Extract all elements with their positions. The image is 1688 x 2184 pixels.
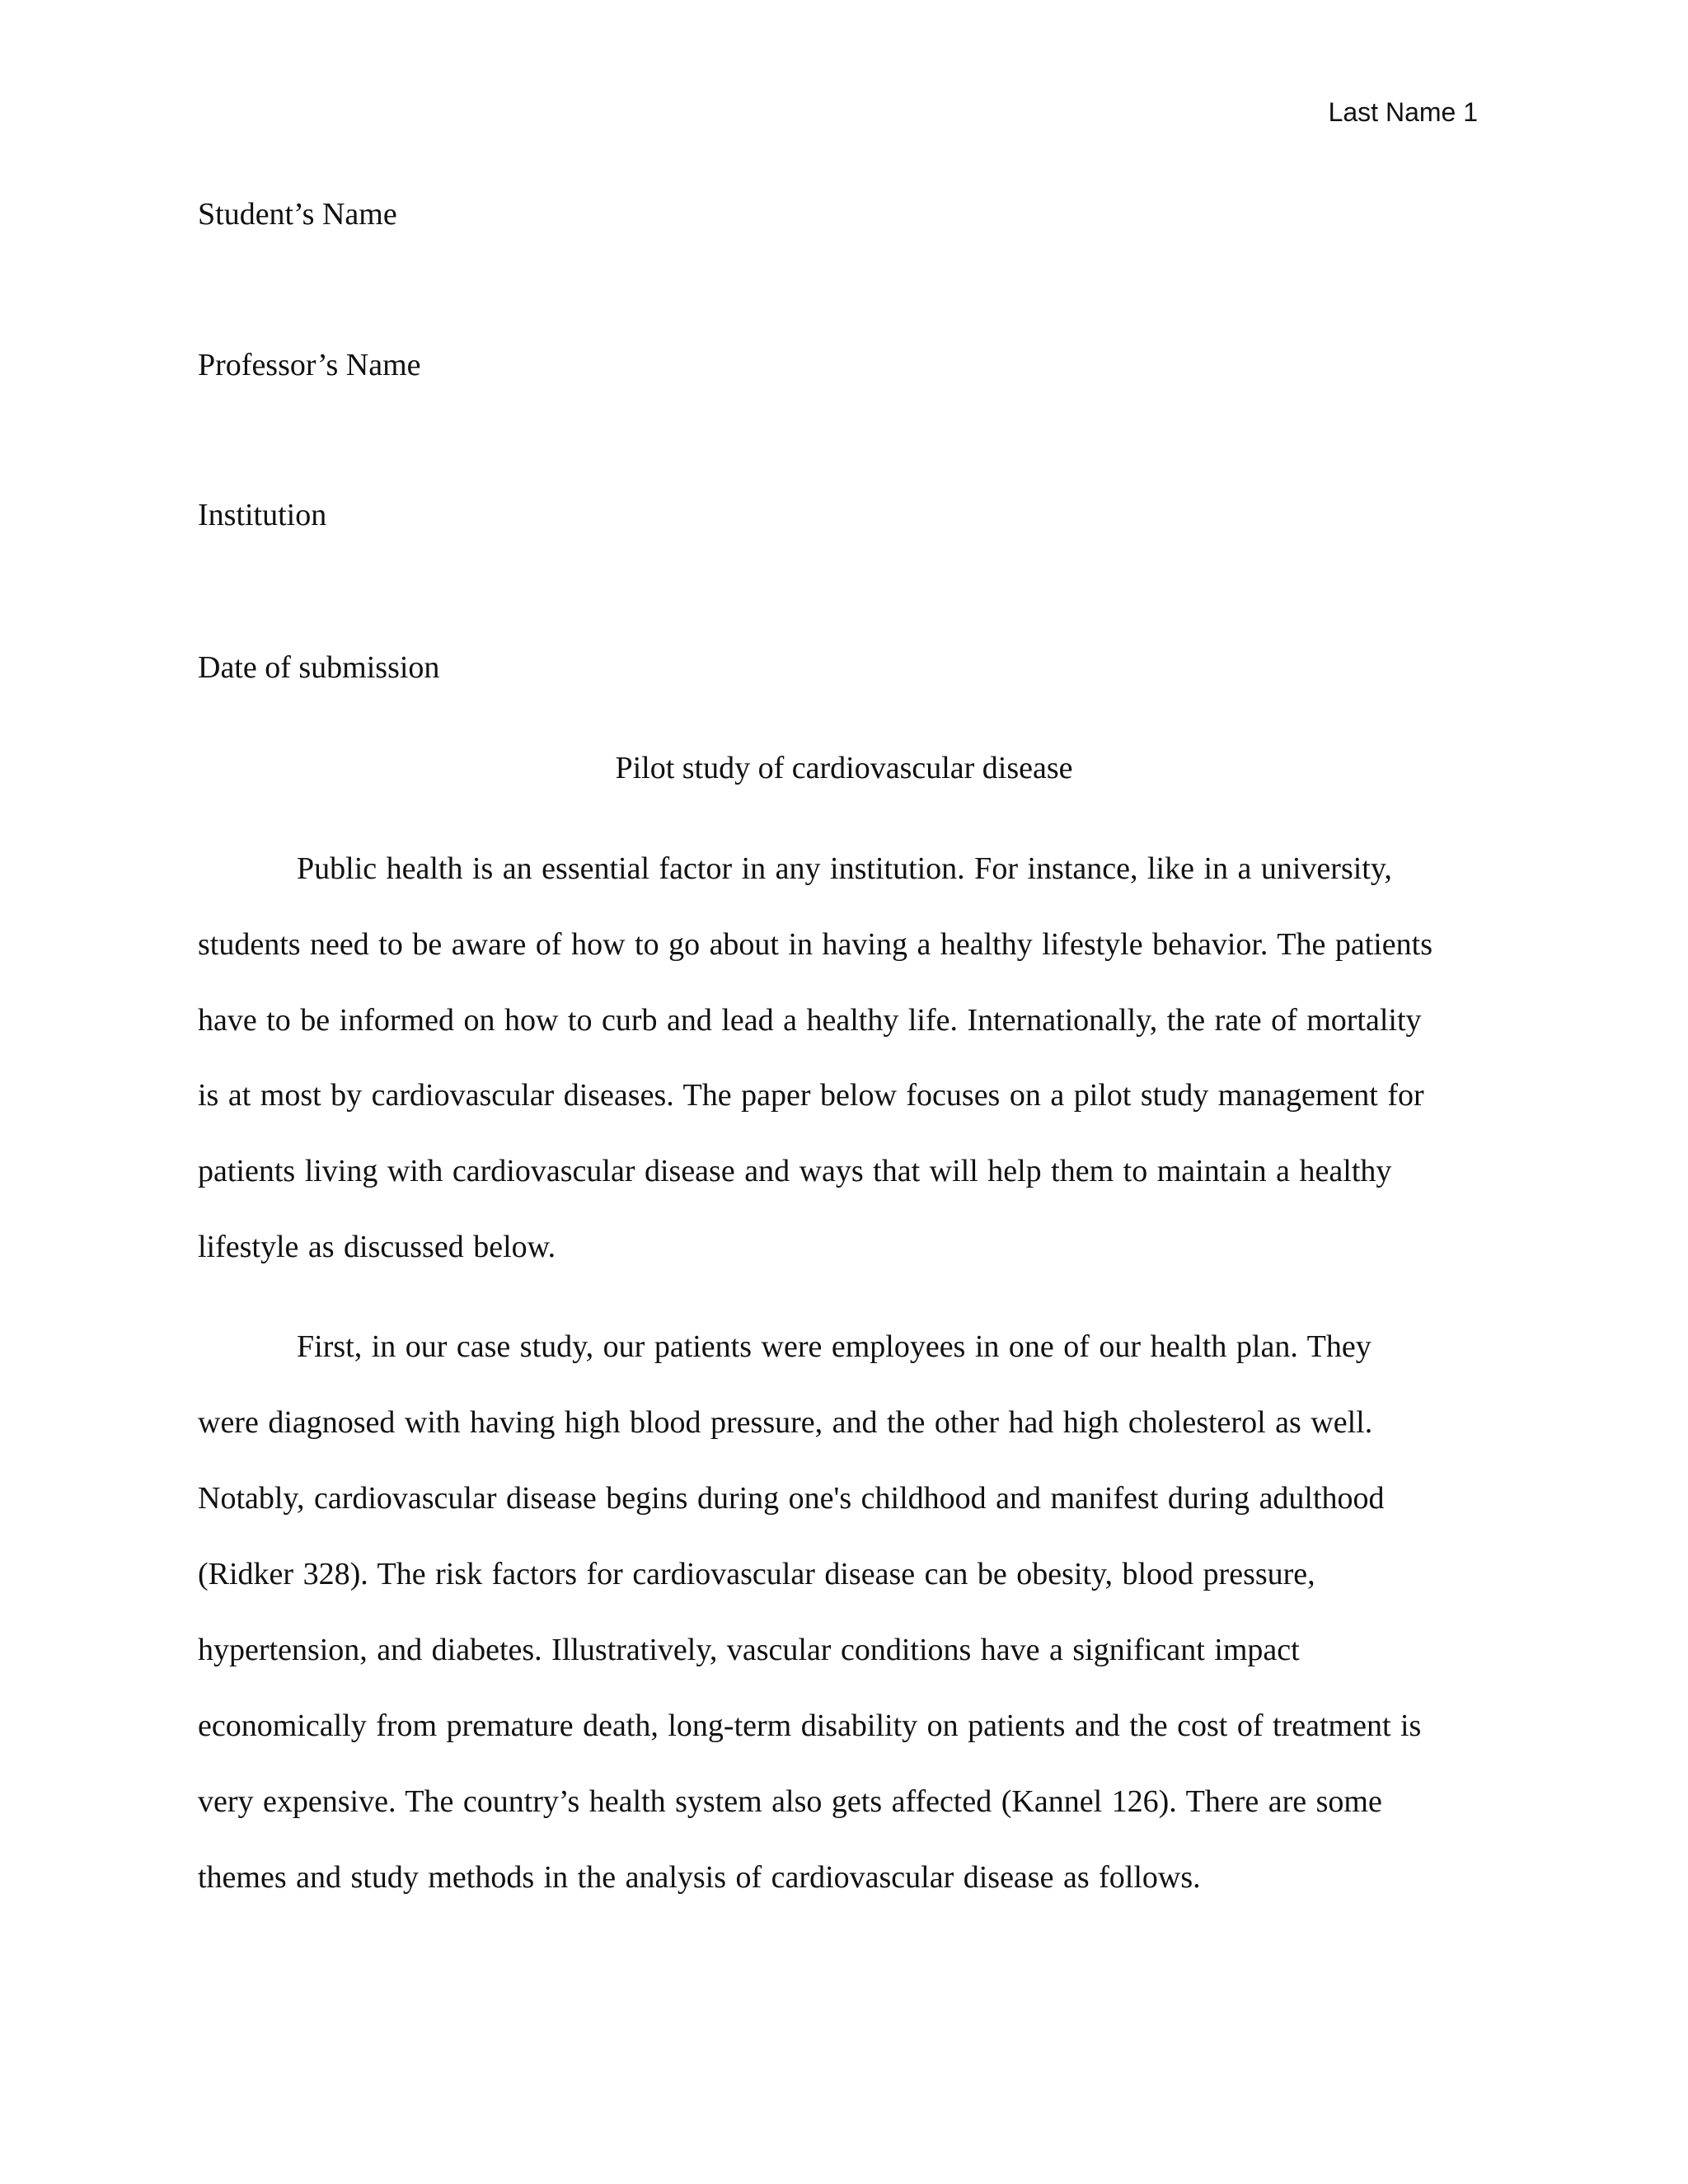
paragraph-line: economically from premature death, long-term disability on patients and the cost of treatment is [198, 1708, 1422, 1743]
paragraph-line: very expensive. The country’s health system also gets affected (Kannel 126). There are some [198, 1784, 1382, 1819]
paragraph-line: have to be informed on how to curb and lead a healthy life. Internationally, the rate of mortality [198, 1003, 1422, 1038]
paragraph-line: themes and study methods in the analysis of cardiovascular disease as follows. [198, 1860, 1201, 1895]
paragraph-line: First, in our case study, our patients were employees in one of our health plan. They [297, 1329, 1372, 1364]
running-head: Last Name 1 [1328, 97, 1478, 127]
student-name: Student’s Name [198, 197, 397, 232]
paragraph-line: lifestyle as discussed below. [198, 1230, 556, 1264]
paragraph-line: students need to be aware of how to go about in having a healthy lifestyle behavior. The patients [198, 927, 1433, 962]
paragraph-line: Notably, cardiovascular disease begins during one's childhood and manifest during adulthood [198, 1481, 1385, 1516]
paragraph-line: patients living with cardiovascular disease and ways that will help them to maintain a healthy [198, 1154, 1392, 1188]
paper-title: Pilot study of cardiovascular disease [615, 751, 1073, 785]
paragraph-line: is at most by cardiovascular diseases. The paper below focuses on a pilot study management for [198, 1078, 1424, 1113]
date-of-submission: Date of submission [198, 650, 440, 685]
paragraph-line: hypertension, and diabetes. Illustratively, vascular conditions have a significant impact [198, 1633, 1300, 1667]
professor-name: Professor’s Name [198, 348, 421, 382]
paragraph-line: were diagnosed with having high blood pressure, and the other had high cholesterol as well. [198, 1405, 1373, 1440]
paragraph-line: (Ridker 328). The risk factors for cardiovascular disease can be obesity, blood pressure, [198, 1557, 1315, 1591]
institution: Institution [198, 498, 327, 532]
paragraph-line: Public health is an essential factor in any institution. For instance, like in a university, [297, 851, 1392, 886]
